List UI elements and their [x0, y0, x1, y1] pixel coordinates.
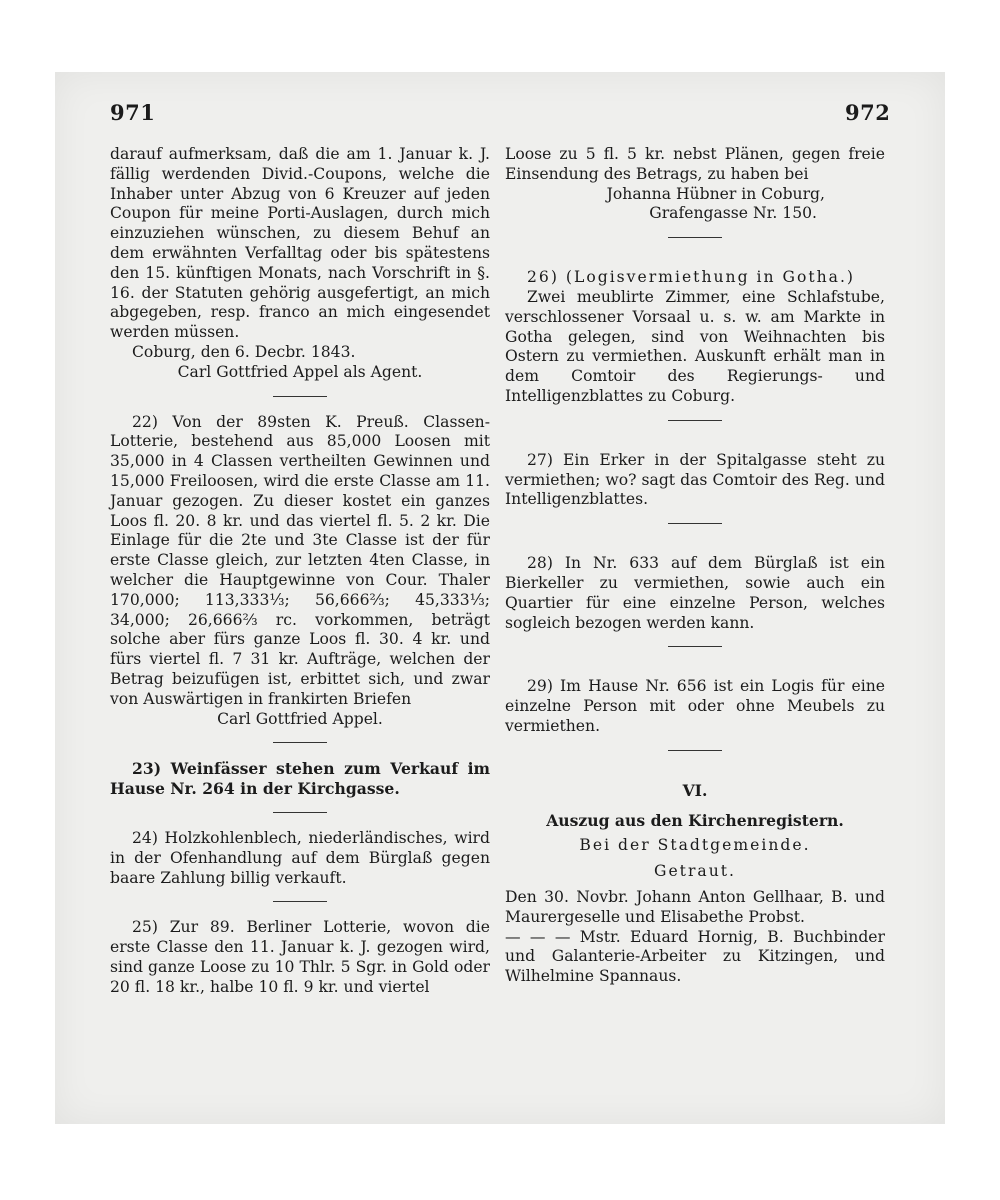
separator-rule: [273, 742, 327, 743]
register-entry-2: — — — Mstr. Eduard Hornig, B. Buchbinder und Galanterie-Arbeiter zu Kitzingen, und Wilhelmine Spannaus.: [505, 927, 885, 986]
notice-22: 22) Von der 89sten K. Preuß. Classen-Lotterie, bestehend aus 85,000 Loosen mit 35,000 in 4 Classen vertheilten Gewinnen und 15,000 Freiloosen, wird die erste Classe am 11. Januar gezogen. Zu dieser kostet ein ganzes Loos fl. 20. 8 kr. und das viertel fl. 5. 2 kr. Die Einlage für die 2te und 3te Classe ist der für erste Classe gleich, zur letzten 4ten Classe, in welcher die Hauptgewinne von Cour. Thaler 170,000; 113,333⅓; 56,666⅔; 45,333⅓; 34,000; 26,666⅔ rc. vorkommen, beträgt solche aber fürs ganze Loos fl. 30. 4 kr. und fürs viertel fl. 7 31 kr. Aufträge, welchen der Betrag beizufügen ist, erbittet sich, und zwar von Auswärtigen in frankirten Briefen: [110, 412, 490, 708]
page-number-right: 972: [845, 100, 891, 125]
separator-rule: [668, 646, 722, 647]
notice-25-signature-1: Johanna Hübner in Coburg,: [606, 184, 825, 203]
notice-23: 23) Weinfässer stehen zum Verkauf im Hause Nr. 264 in der Kirchgasse.: [110, 759, 490, 799]
separator-rule: [668, 750, 722, 751]
right-column: [505, 145, 885, 987]
notice-29: 29) Im Hause Nr. 656 ist ein Logis für eine einzelne Person mit oder ohne Meubels zu vermiethen.: [505, 677, 885, 735]
section-title: Auszug aus den Kirchenregistern.: [546, 810, 844, 830]
notice-26: Zwei meublirte Zimmer, eine Schlafstube, verschlossener Vorsaal u. s. w. am Markte in Gotha gelegen, sind von Weihnachten bis Ostern zu vermiethen. Auskunft erhält man in dem Comtoir des Regierungs- und Intelligenzblattes zu Coburg.: [505, 287, 885, 405]
notice-26-heading: 26) (Logisvermiethung in Gotha.): [527, 268, 855, 287]
notice-signature: Carl Gottfried Appel als Agent.: [177, 362, 423, 381]
continued-notice: darauf aufmerksam, daß die am 1. Januar k. J. fällig werdenden Divid.-Coupons, welche die Inhaber unter Abzug von 6 Kreuzer auf jeden Coupon für meine Porti-Auslagen, durch mich einzuziehen wünschen, zu diesem Behuf an dem erwähnten Verfalltag oder bis spätestens den 15. künftigen Monats, nach Vorschrift in §. 16. der Statuten gehörig ausgefertigt, an mich abgegeben, resp. franco an mich eingesendet werden müssen.: [110, 145, 490, 342]
page-number-left: 971: [110, 100, 156, 125]
notice-25: 25) Zur 89. Berliner Lotterie, wovon die erste Classe den 11. Januar k. J. gezogen wird, sind ganze Loose zu 10 Thlr. 5 Sgr. in Gold oder 20 fl. 18 kr., halbe 10 fl. 9 kr. und viertel: [110, 918, 490, 996]
separator-rule: [668, 523, 722, 524]
notice-place-date: Coburg, den 6. Decbr. 1843.: [132, 342, 356, 361]
separator-rule: [273, 812, 327, 813]
separator-rule: [668, 420, 722, 421]
notice-27: 27) Ein Erker in der Spitalgasse steht zu vermiethen; wo? sagt das Comtoir des Reg. und Intelligenzblattes.: [505, 450, 885, 509]
section-number: VI.: [682, 780, 708, 800]
notice-25-signature-2: Grafengasse Nr. 150.: [649, 204, 817, 223]
notice-28: 28) In Nr. 633 auf dem Bürglaß ist ein Bierkeller zu vermiethen, sowie auch ein Quartier für eine einzelne Person, welches sogleich bezogen werden kann.: [505, 554, 885, 632]
left-column: [110, 145, 490, 997]
separator-rule: [273, 901, 327, 902]
separator-rule: [273, 396, 327, 397]
section-subsection: Getraut.: [654, 862, 736, 881]
notice-22-signature: Carl Gottfried Appel.: [217, 709, 383, 728]
register-entry-1: Den 30. Novbr. Johann Anton Gellhaar, B. und Maurergeselle und Elisabethe Probst.: [505, 887, 885, 926]
notice-25-continued: Loose zu 5 fl. 5 kr. nebst Plänen, gegen freie Einsendung des Betrags, zu haben bei: [505, 145, 885, 183]
notice-24: 24) Holzkohlenblech, niederländisches, wird in der Ofenhandlung auf dem Bürglaß gegen baare Zahlung billig verkauft.: [110, 828, 490, 887]
section-subtitle: Bei der Stadtgemeinde.: [579, 836, 811, 855]
separator-rule: [668, 237, 722, 238]
